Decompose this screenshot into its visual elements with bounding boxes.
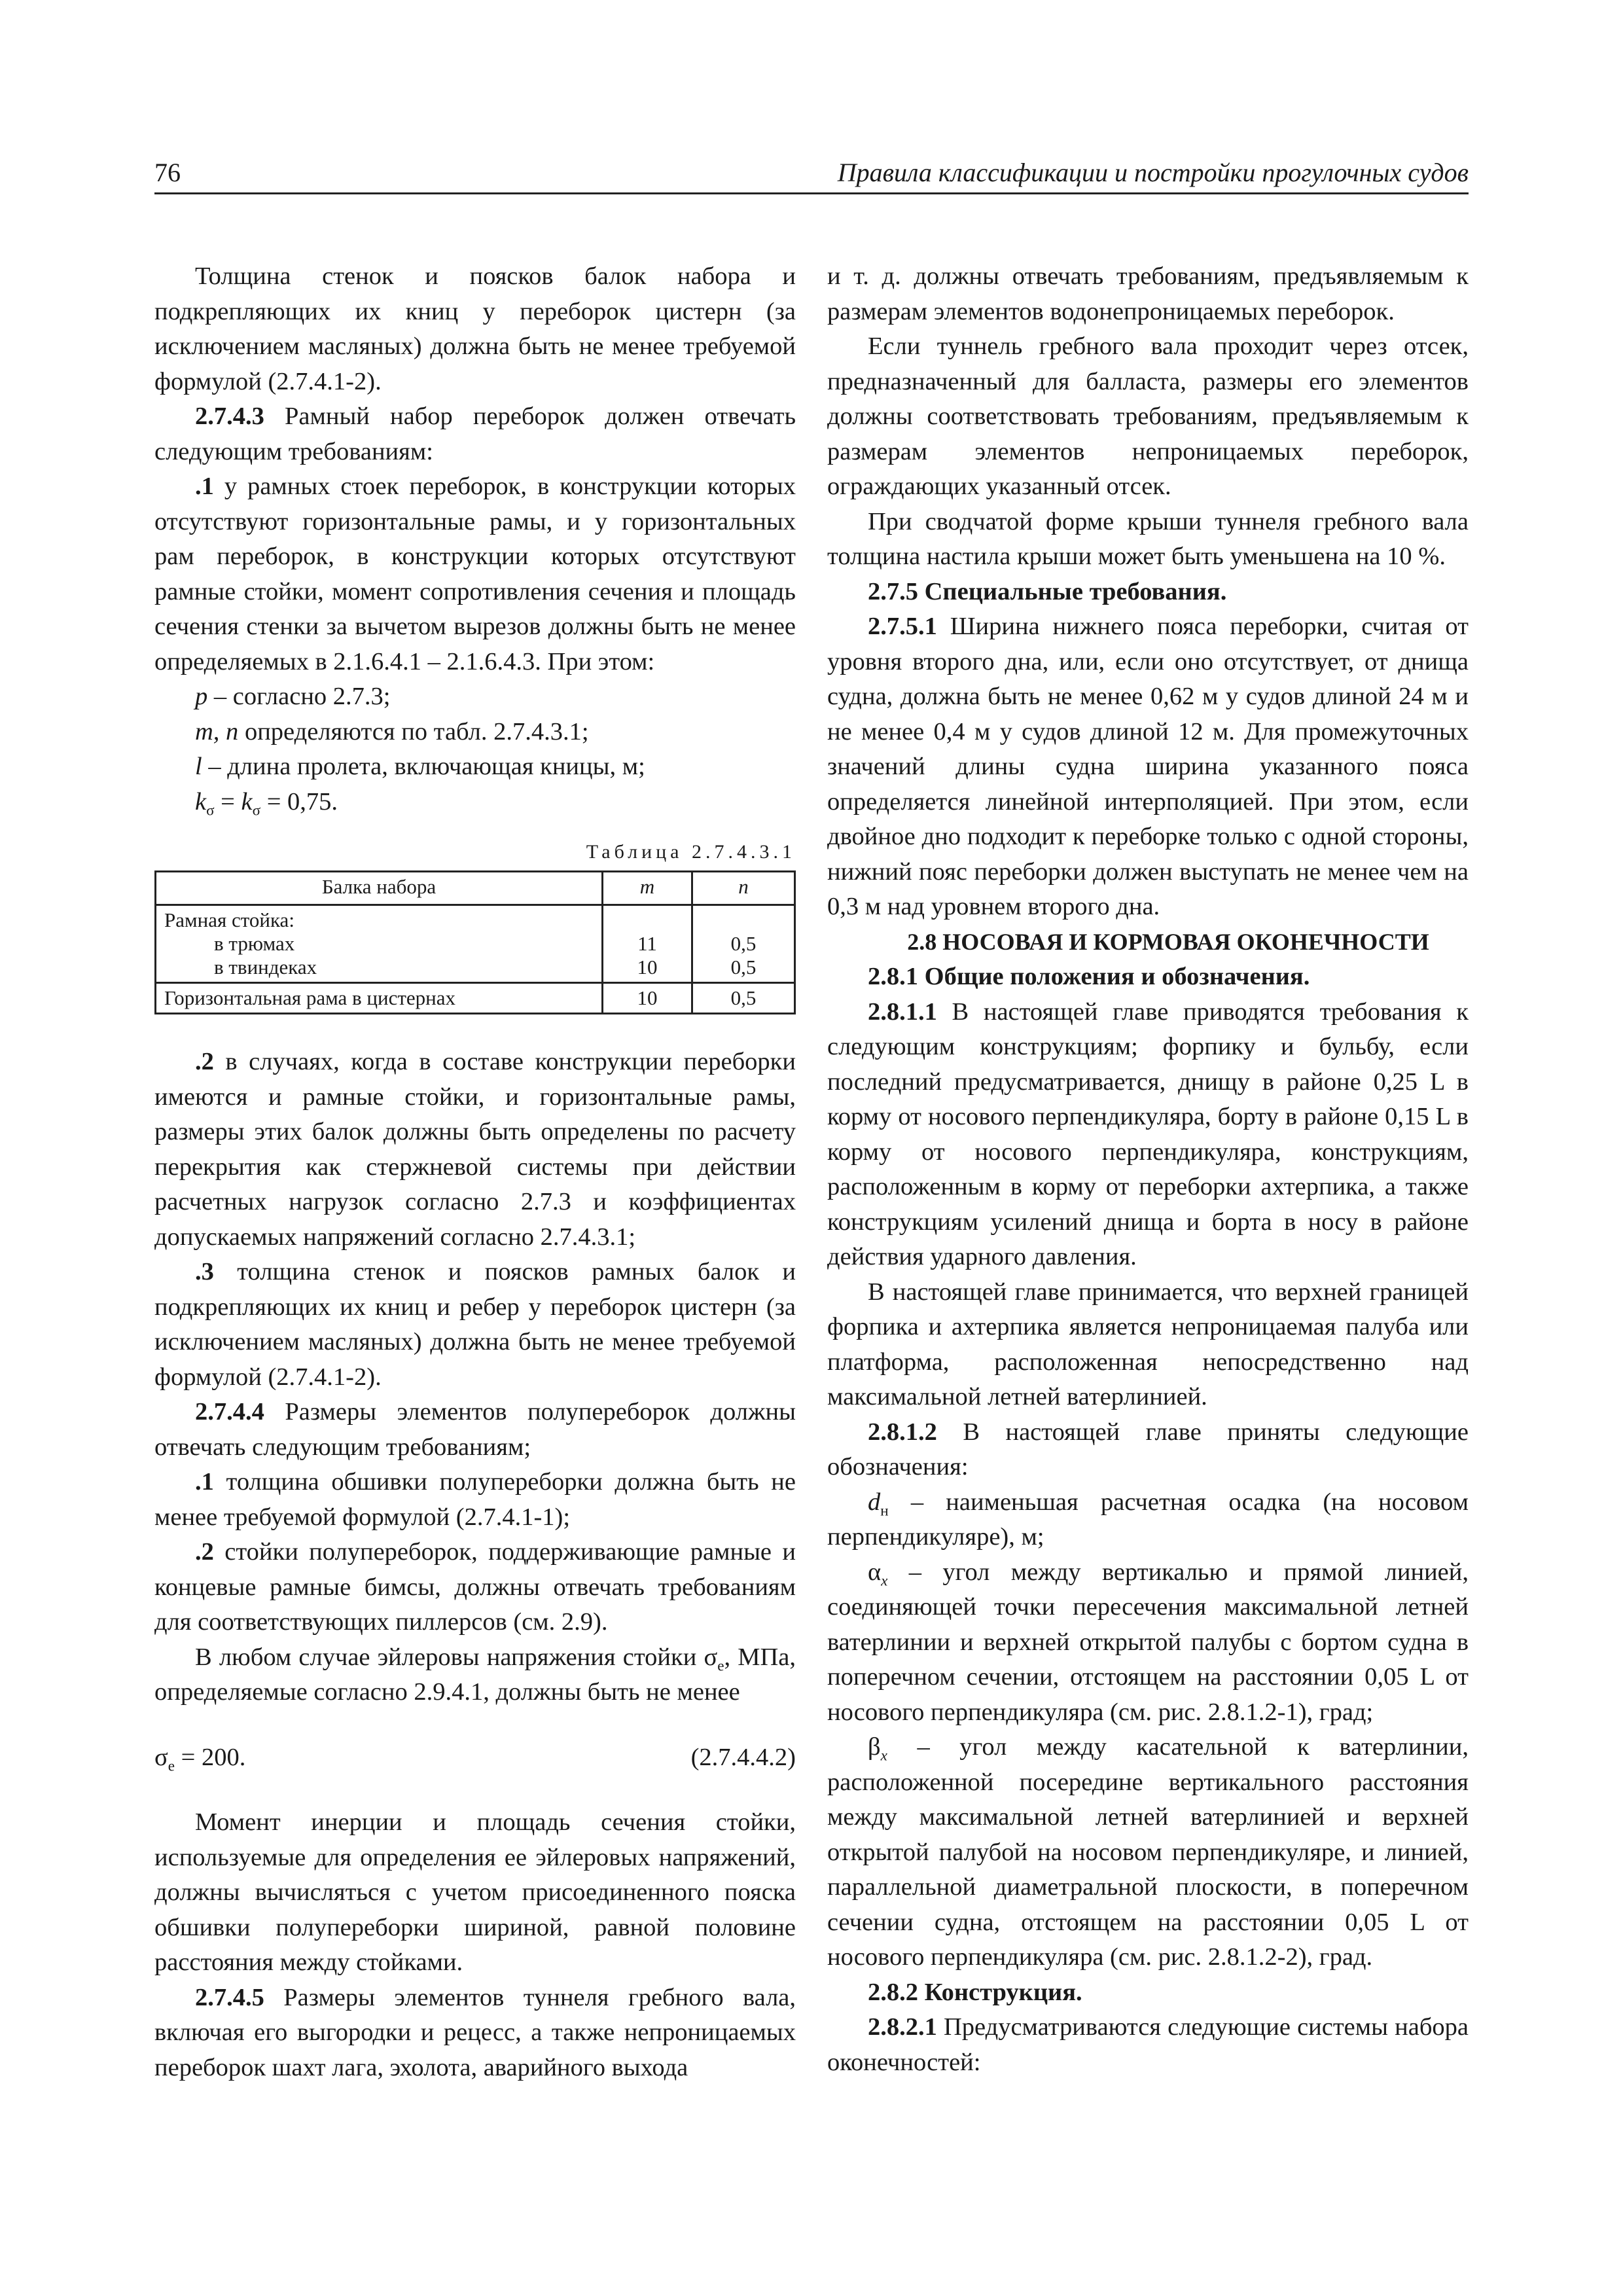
table-row — [156, 983, 795, 1014]
paragraph — [827, 609, 1469, 925]
paragraph: При сводчатой форме крыши туннеля гребного вала толщина настила крыши может быть уменьшена на 10 %. — [827, 507, 1469, 570]
paragraph — [154, 1640, 796, 1710]
table-header: Балка набора — [156, 872, 603, 905]
value: = 0,75. — [260, 787, 338, 816]
clause-number: 2.7.4.5 — [195, 1983, 264, 2011]
paragraph-text: Ширина нижнего пояса переборки, считая от уровня второго дна, или, если оно отсутствует, от днища судна, должна быть не менее 0,62 м у судов длиной 24 м и не менее 0,4 м у судов длиной 12 м. Для промежуточных значений длины судна ширина указанного пояса определяется линейной интерполяцией. При этом, если двойное дно подходит к переборке только с одной стороны, нижний пояс переборки должен выступать не менее чем на 0,3 м над уровнем второго дна. — [827, 613, 1469, 920]
clause-number: 2.7.4.4 — [195, 1398, 264, 1426]
paragraph — [154, 1535, 796, 1640]
subscript: σ — [252, 801, 261, 819]
symbol: k — [195, 787, 207, 816]
table-cell — [692, 905, 795, 983]
left-column — [154, 259, 796, 2085]
subscript: н — [880, 1501, 889, 1519]
equals: = — [214, 787, 241, 816]
paragraph-text: В настоящей главе приняты следующие обозначения: — [827, 1418, 1469, 1480]
m-value: 11 — [637, 932, 657, 955]
clause-number: 2.7.4.3 — [195, 403, 264, 430]
clause-number: .1 — [195, 1468, 214, 1496]
frame-table — [154, 870, 796, 1014]
subscript: x — [880, 1746, 887, 1764]
paragraph — [827, 2010, 1469, 2080]
symbol: β — [868, 1733, 881, 1761]
table-cell — [603, 905, 692, 983]
paragraph — [154, 1255, 796, 1395]
paragraph-text: В настоящей главе приводятся требования к следующим конструкциям; форпику и бульбу, если последний предусматривается, днищу в районе 0,25 L в корму от носового перпендикуляра, борту в районе 0,15 L в корму от носового перпендикуляра, конструкциям, расположенным в корму от переборки ахтерпика, а также конструкциям усилений днища и борта в носу в районе действия ударного давления. — [827, 997, 1469, 1270]
formula-number: (2.7.4.4.2) — [690, 1743, 796, 1771]
running-title: Правила классификации и постройки прогулочных судов — [837, 158, 1469, 187]
running-header — [154, 154, 1469, 194]
m-value: 10 — [603, 983, 692, 1014]
table-header-row — [156, 872, 795, 905]
definition — [827, 1730, 1469, 1975]
subscript: x — [881, 1571, 888, 1589]
paragraph-text: Размеры элементов туннеля гребного вала, включая его выгородки и рецесс, а также непроницаемых переборок шахт лага, эхолота, аварийного выхода — [154, 1983, 796, 2081]
paragraph-text: Размеры элементов полупереборок должны отвечать следующим требованиям; — [154, 1398, 796, 1461]
paragraph — [154, 1981, 796, 2086]
paragraph-text: толщина стенок и поясков рамных балок и подкрепляющих их книц и ребер у переборок цистерн (за исключением масляных) должна быть не менее требуемой формулой (2.7.4.1-2). — [154, 1258, 796, 1391]
formula — [154, 1740, 796, 1776]
subsection-heading: 2.7.5 Специальные требования. — [868, 577, 1227, 605]
paragraph-text: Рамный набор переборок должен отвечать следующим требованиям: — [154, 403, 796, 465]
section-title: 2.8 НОСОВАЯ И КОРМОВАЯ ОКОНЕЧНОСТИ — [907, 928, 1429, 955]
paragraph-text: В любом случае эйлеровы напряжения стойки σ — [195, 1643, 718, 1671]
n-value: 0,5 — [692, 983, 795, 1014]
table-header: m — [603, 872, 692, 905]
clause-number: .2 — [195, 1048, 214, 1075]
definition — [154, 679, 796, 715]
definition — [154, 749, 796, 785]
n-value: 0,5 — [730, 932, 757, 955]
table-row — [156, 905, 795, 983]
m-value: 10 — [637, 956, 658, 978]
definition — [827, 1555, 1469, 1731]
right-column — [827, 259, 1469, 2080]
definition-text: – наименьшая расчетная осадка (на носовом перпендикуляре), м; — [827, 1488, 1469, 1551]
subscript: e — [168, 1757, 175, 1774]
symbol: m, n — [195, 717, 239, 745]
symbol: l — [195, 753, 202, 780]
paragraph-text: Предусматриваются следующие системы набора оконечностей: — [827, 2013, 1469, 2076]
row-label: в трюмах — [214, 932, 295, 955]
paragraph-text: стойки полупереборок, поддерживающие рамные и концевые рамные бимсы, должны отвечать требованиям для соответствующих пиллерсов (см. 2.9). — [154, 1538, 796, 1636]
clause-number: 2.8.1.2 — [868, 1418, 937, 1446]
paragraph: Если туннель гребного вала проходит через отсек, предназначенный для балласта, размеры его элементов должны соответствовать требованиям, предъявляемым к размерам элементов непроницаемых переборок, ограждающих указанный отсек. — [827, 332, 1469, 500]
paragraph — [154, 469, 796, 679]
definition — [827, 1485, 1469, 1555]
table-header: n — [692, 872, 795, 905]
symbol: p — [195, 683, 208, 710]
row-label: Горизонтальная рама в цистернах — [156, 983, 603, 1014]
subsection-heading: 2.8.1 Общие положения и обозначения. — [868, 963, 1310, 990]
symbol: k — [241, 787, 253, 816]
page-number: 76 — [154, 158, 181, 187]
formula-symbol: σ — [154, 1743, 168, 1771]
paragraph — [154, 399, 796, 469]
subsection-heading: 2.8.2 Конструкция. — [868, 1978, 1082, 2006]
symbol: α — [868, 1558, 882, 1586]
definition-text: – длина пролета, включающая кницы, м; — [202, 753, 645, 780]
paragraph: и т. д. должны отвечать требованиям, предъявляемым к размерам элементов водонепроницаемых переборок. — [827, 262, 1469, 325]
subscript: σ — [206, 801, 215, 819]
formula-expression — [154, 1740, 245, 1776]
paragraph — [154, 1045, 796, 1255]
table-cell — [156, 905, 603, 983]
paragraph: Момент инерции и площадь сечения стойки, используемые для определения ее эйлеровых напряжений, должны вычисляться с учетом присоединенного пояска обшивки полупереборки шириной, равной половине расстояния между стойками. — [154, 1808, 796, 1976]
paragraph: В настоящей главе принимается, что верхней границей форпика и ахтерпика является непроницаемая палуба или платформа, расположенная непосредственно над максимальной летней ватерлинией. — [827, 1278, 1469, 1410]
subscript: e — [717, 1657, 724, 1674]
paragraph — [154, 1395, 796, 1465]
clause-number: 2.8.1.1 — [868, 997, 937, 1026]
clause-number: .3 — [195, 1258, 214, 1285]
definition-text: – угол между вертикалью и прямой линией, соединяющей точки пересечения максимальной летней ватерлинии и верхней открытой палубы с бортом судна в поперечном сечении, отстоящем на расстоянии 0,05 L от носового перпендикуляра (см. рис. 2.8.1.2-1), град; — [827, 1558, 1469, 1726]
paragraph-text: , МПа, определяемые согласно 2.9.4.1, должны быть не менее — [154, 1643, 796, 1706]
group-label: Рамная стойка: — [164, 908, 294, 931]
row-label: в твиндеках — [214, 956, 317, 978]
definition — [154, 715, 796, 750]
definition-text: – угол между касательной к ватерлинии, расположенной посередине вертикального расстояния между максимальной летней ватерлинией и верхней открытой палубой на носовом перпендикуляре, и линией, параллельной диаметральной плоскости, в поперечном сечении судна, отстоящем на расстоянии 0,05 L от носового перпендикуляра (см. рис. 2.8.1.2-2), град. — [827, 1733, 1469, 1971]
formula-value: = 200. — [175, 1743, 246, 1771]
paragraph — [827, 1415, 1469, 1485]
paragraph — [154, 1465, 796, 1535]
symbol: d — [868, 1488, 881, 1516]
definition — [154, 785, 796, 820]
paragraph — [827, 995, 1469, 1275]
paragraph-text: в случаях, когда в составе конструкции переборки имеются и рамные стойки, и горизонтальные рамы, размеры этих балок должны быть определены по расчету перекрытия как стержневой системы при действии расчетных нагрузок согласно 2.7.3 и коэффициентах допускаемых напряжений согласно 2.7.4.3.1; — [154, 1048, 796, 1251]
clause-number: .1 — [195, 473, 214, 500]
paragraph-text: у рамных стоек переборок, в конструкции которых отсутствуют горизонтальные рамы, и у горизонтальных рам переборок, в конструкции которых отсутствуют рамные стойки, момент сопротивления сечения и площадь сечения стенки за вычетом вырезов должны быть не менее определяемых в 2.1.6.4.1 – 2.1.6.4.3. При этом: — [154, 473, 796, 675]
definition-text: – согласно 2.7.3; — [207, 683, 391, 710]
n-value: 0,5 — [730, 956, 757, 978]
table-caption: Таблица 2.7.4.3.1 — [586, 841, 796, 863]
paragraph: Толщина стенок и поясков балок набора и подкрепляющих их книц у переборок цистерн (за исключением масляных) должна быть не менее требуемой формулой (2.7.4.1-2). — [154, 262, 796, 395]
clause-number: 2.7.5.1 — [868, 613, 937, 640]
clause-number: 2.8.2.1 — [868, 2013, 937, 2041]
clause-number: .2 — [195, 1538, 214, 1566]
definition-text: определяются по табл. 2.7.4.3.1; — [238, 717, 589, 745]
paragraph-text: толщина обшивки полупереборки должна быть не менее требуемой формулой (2.7.4.1-1); — [154, 1468, 796, 1531]
